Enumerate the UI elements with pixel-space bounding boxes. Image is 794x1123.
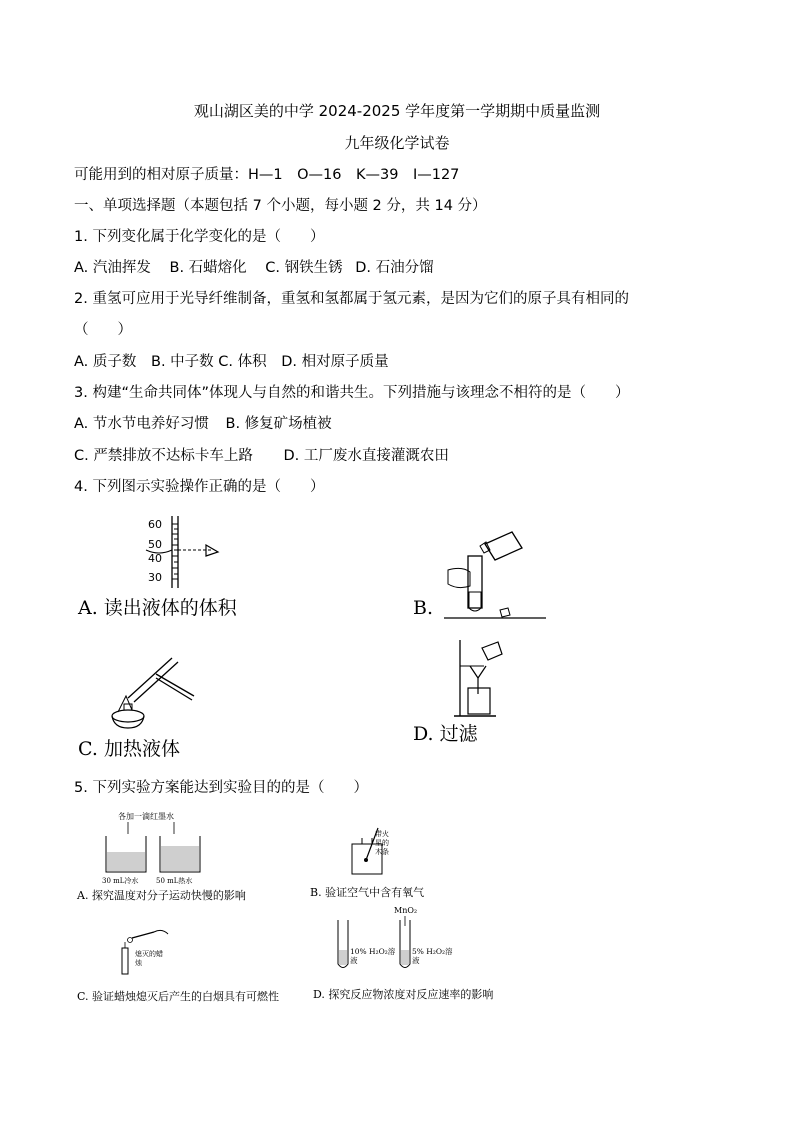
red-ink-label: 各加一滴红墨水: [118, 812, 174, 821]
q5-caption-a: A. 探究温度对分子运动快慢的影响: [77, 889, 246, 902]
option-a: A. 汽油挥发: [74, 260, 151, 276]
test-tubes-figure: [334, 916, 424, 974]
section-heading: 一、单项选择题（本题包括 7 个小题，每小题 2 分，共 14 分）: [74, 198, 487, 214]
tube-1-label: 10% H₂O₂溶液: [350, 947, 396, 965]
question-3-stem: 3. 构建“生命共同体”体现人与自然的和谐共生。下列措施与该理念不相符的是（ ）: [74, 385, 630, 401]
option-b: B. 石蜡熔化: [169, 260, 247, 276]
option-b: B. 修复矿场植被: [225, 416, 332, 432]
question-2-stem-cont: （ ）: [74, 322, 132, 338]
option-d: D. 相对原子质量: [281, 354, 389, 370]
question-5-stem: 5. 下列实验方案能达到实验目的的是（ ）: [74, 780, 368, 796]
pouring-liquid-figure: [440, 526, 550, 621]
figure-a-caption: A. 读出液体的体积: [78, 597, 237, 619]
tick-label-60: 60: [148, 518, 162, 531]
question-4-stem: 4. 下列图示实验操作正确的是（ ）: [74, 479, 325, 495]
question-3-options-row2: [74, 446, 463, 466]
question-3-options-row1: [74, 414, 346, 434]
page-subtitle: 九年级化学试卷: [344, 134, 450, 152]
catalyst-label: MnO₂: [394, 906, 418, 915]
graduated-cylinder-figure: [140, 514, 230, 590]
q5-caption-c: C. 验证蜡烛熄灭后产生的白烟具有可燃性: [77, 990, 280, 1003]
relative-atomic-masses: 可能用到的相对原子质量：H—1 O—16 K—39 I—127: [74, 167, 460, 183]
page-title: 观山湖区美的中学 2024-2025 学年度第一学期期中质量监测: [193, 102, 601, 120]
beaker-2-label: 50 mL热水: [156, 877, 193, 885]
beaker-1-label: 30 mL冷水: [102, 877, 139, 885]
option-a: A. 节水节电养好习惯: [74, 416, 209, 432]
candle-label: 熄灭的蜡烛: [135, 950, 163, 967]
option-b-c: B. 中子数 C. 体积: [151, 354, 267, 370]
beakers-figure: [100, 822, 210, 876]
filtration-figure: [452, 636, 512, 718]
option-c: C. 严禁排放不达标卡车上路: [74, 448, 253, 464]
option-c: C. 钢铁生锈: [265, 260, 343, 276]
tick-label-30: 30: [148, 571, 162, 584]
heating-liquid-figure: [104, 652, 199, 734]
question-1-stem: 1. 下列变化属于化学变化的是（ ）: [74, 229, 325, 245]
option-a: A. 质子数: [74, 354, 137, 370]
question-2-stem: 2. 重氢可应用于光导纤维制备，重氢和氢都属于氢元素，是因为它们的原子具有相同的: [74, 291, 629, 307]
figure-d-caption: D. 过滤: [413, 723, 478, 745]
question-1-options: [74, 258, 448, 278]
tick-label-50: 50: [148, 538, 162, 551]
tick-label-40: 40: [148, 552, 162, 565]
figure-b-caption: B.: [413, 597, 434, 619]
q5-caption-b: B. 验证空气中含有氧气: [310, 886, 425, 899]
question-2-options: [74, 352, 403, 372]
option-d: D. 工厂废水直接灌溉农田: [283, 448, 449, 464]
tube-2-label: 5% H₂O₂溶液: [412, 947, 453, 965]
splint-label: 带火星的木条: [375, 830, 389, 856]
q5-caption-d: D. 探究反应物浓度对反应速率的影响: [313, 988, 494, 1001]
figure-c-caption: C. 加热液体: [78, 738, 180, 760]
option-d: D. 石油分馏: [355, 260, 434, 276]
